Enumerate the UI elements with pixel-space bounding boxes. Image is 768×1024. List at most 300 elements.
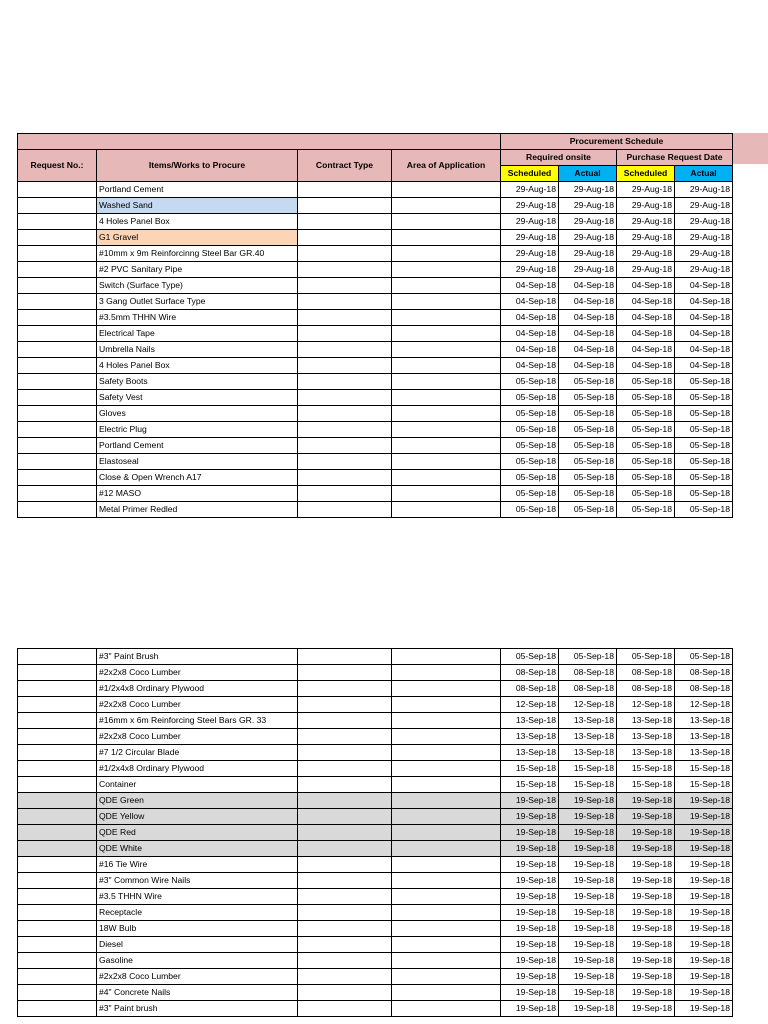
contract-type-cell	[298, 278, 392, 294]
onsite-scheduled-cell: 15-Sep-18	[501, 777, 559, 793]
onsite-scheduled-cell: 12-Sep-18	[501, 697, 559, 713]
onsite-actual-cell: 05-Sep-18	[559, 422, 617, 438]
area-cell	[392, 873, 501, 889]
onsite-scheduled-cell: 19-Sep-18	[501, 921, 559, 937]
item-cell: 3 Gang Outlet Surface Type	[97, 294, 298, 310]
purchase-scheduled-cell: 29-Aug-18	[617, 214, 675, 230]
table-row	[18, 198, 733, 214]
table-row	[18, 713, 733, 729]
procurement-table-2	[17, 648, 733, 1017]
item-cell: #3.5mm THHN Wire	[97, 310, 298, 326]
header-blank	[18, 134, 501, 150]
purchase-actual-cell: 19-Sep-18	[675, 873, 733, 889]
onsite-scheduled-cell: 05-Sep-18	[501, 502, 559, 518]
onsite-scheduled-cell: 19-Sep-18	[501, 857, 559, 873]
area-cell	[392, 969, 501, 985]
onsite-actual-cell: 04-Sep-18	[559, 278, 617, 294]
request-no-cell	[18, 390, 97, 406]
item-cell: #1/2x4x8 Ordinary Plywood	[97, 681, 298, 697]
contract-type-cell	[298, 649, 392, 665]
purchase-scheduled-cell: 05-Sep-18	[617, 502, 675, 518]
request-no-cell	[18, 326, 97, 342]
purchase-actual-cell: 05-Sep-18	[675, 649, 733, 665]
area-cell	[392, 649, 501, 665]
onsite-actual-cell: 04-Sep-18	[559, 326, 617, 342]
purchase-actual-cell: 04-Sep-18	[675, 310, 733, 326]
request-no-cell	[18, 342, 97, 358]
onsite-scheduled-cell: 05-Sep-18	[501, 390, 559, 406]
request-no-cell	[18, 857, 97, 873]
contract-type-cell	[298, 486, 392, 502]
area-cell	[392, 841, 501, 857]
item-cell: #16mm x 6m Reinforcing Steel Bars GR. 33	[97, 713, 298, 729]
onsite-scheduled-cell: 19-Sep-18	[501, 809, 559, 825]
onsite-actual-cell: 13-Sep-18	[559, 713, 617, 729]
procurement-table-1	[17, 133, 733, 518]
onsite-scheduled-cell: 19-Sep-18	[501, 841, 559, 857]
onsite-actual-cell: 19-Sep-18	[559, 841, 617, 857]
area-cell	[392, 713, 501, 729]
area-cell	[392, 454, 501, 470]
onsite-scheduled-cell: 19-Sep-18	[501, 905, 559, 921]
purchase-actual-cell: 13-Sep-18	[675, 745, 733, 761]
item-cell: Gasoline	[97, 953, 298, 969]
table-row	[18, 857, 733, 873]
area-cell	[392, 294, 501, 310]
item-cell: 4 Holes Panel Box	[97, 358, 298, 374]
onsite-actual-cell: 05-Sep-18	[559, 374, 617, 390]
onsite-scheduled-header: Scheduled	[501, 166, 559, 182]
area-cell	[392, 745, 501, 761]
onsite-scheduled-cell: 04-Sep-18	[501, 310, 559, 326]
table-row	[18, 438, 733, 454]
purchase-scheduled-cell: 13-Sep-18	[617, 745, 675, 761]
purchase-actual-cell: 08-Sep-18	[675, 665, 733, 681]
purchase-actual-header: Actual	[675, 166, 733, 182]
onsite-scheduled-cell: 19-Sep-18	[501, 873, 559, 889]
item-cell: Safety Vest	[97, 390, 298, 406]
purchase-scheduled-cell: 13-Sep-18	[617, 729, 675, 745]
item-cell: #3" Paint brush	[97, 1001, 298, 1017]
header-row-2	[18, 150, 733, 166]
purchase-actual-cell: 13-Sep-18	[675, 729, 733, 745]
table-row	[18, 729, 733, 745]
area-cell	[392, 905, 501, 921]
contract-type-cell	[298, 230, 392, 246]
onsite-actual-cell: 19-Sep-18	[559, 889, 617, 905]
area-cell	[392, 230, 501, 246]
item-cell: #10mm x 9m Reinforcinng Steel Bar GR.40	[97, 246, 298, 262]
onsite-actual-cell: 04-Sep-18	[559, 358, 617, 374]
onsite-actual-cell: 05-Sep-18	[559, 470, 617, 486]
purchase-scheduled-cell: 19-Sep-18	[617, 937, 675, 953]
onsite-scheduled-cell: 29-Aug-18	[501, 246, 559, 262]
request-no-cell	[18, 230, 97, 246]
onsite-actual-cell: 15-Sep-18	[559, 777, 617, 793]
table-row	[18, 422, 733, 438]
contract-type-cell	[298, 729, 392, 745]
purchase-scheduled-cell: 04-Sep-18	[617, 342, 675, 358]
request-no-header: Request No.:	[18, 150, 97, 182]
purchase-actual-cell: 05-Sep-18	[675, 454, 733, 470]
onsite-actual-cell: 19-Sep-18	[559, 809, 617, 825]
item-cell: #2 PVC Sanitary Pipe	[97, 262, 298, 278]
purchase-scheduled-cell: 13-Sep-18	[617, 713, 675, 729]
onsite-actual-cell: 19-Sep-18	[559, 825, 617, 841]
purchase-actual-cell: 19-Sep-18	[675, 809, 733, 825]
purchase-scheduled-cell: 19-Sep-18	[617, 857, 675, 873]
area-cell	[392, 342, 501, 358]
area-cell	[392, 697, 501, 713]
contract-type-cell	[298, 745, 392, 761]
onsite-scheduled-cell: 13-Sep-18	[501, 745, 559, 761]
purchase-scheduled-cell: 05-Sep-18	[617, 486, 675, 502]
onsite-actual-cell: 04-Sep-18	[559, 342, 617, 358]
onsite-scheduled-cell: 05-Sep-18	[501, 406, 559, 422]
table-row	[18, 342, 733, 358]
purchase-actual-cell: 19-Sep-18	[675, 969, 733, 985]
request-no-cell	[18, 454, 97, 470]
purchase-scheduled-cell: 19-Sep-18	[617, 793, 675, 809]
purchase-scheduled-cell: 19-Sep-18	[617, 969, 675, 985]
item-cell: #3" Common Wire Nails	[97, 873, 298, 889]
onsite-scheduled-cell: 15-Sep-18	[501, 761, 559, 777]
purchase-request-date-header: Purchase Request Date	[617, 150, 733, 166]
request-no-cell	[18, 809, 97, 825]
table-row	[18, 406, 733, 422]
contract-type-cell	[298, 1001, 392, 1017]
onsite-actual-cell: 12-Sep-18	[559, 697, 617, 713]
purchase-actual-cell: 19-Sep-18	[675, 905, 733, 921]
table-row	[18, 809, 733, 825]
purchase-scheduled-cell: 04-Sep-18	[617, 326, 675, 342]
table-row	[18, 230, 733, 246]
onsite-actual-cell: 05-Sep-18	[559, 438, 617, 454]
purchase-scheduled-cell: 19-Sep-18	[617, 841, 675, 857]
request-no-cell	[18, 246, 97, 262]
area-cell	[392, 182, 501, 198]
contract-type-cell	[298, 294, 392, 310]
item-cell: Receptacle	[97, 905, 298, 921]
request-no-cell	[18, 486, 97, 502]
purchase-actual-cell: 19-Sep-18	[675, 841, 733, 857]
item-cell: Gloves	[97, 406, 298, 422]
purchase-actual-cell: 05-Sep-18	[675, 390, 733, 406]
request-no-cell	[18, 649, 97, 665]
table-row	[18, 502, 733, 518]
page-cut-edge	[0, 1017, 768, 1024]
contract-type-cell	[298, 502, 392, 518]
area-cell	[392, 729, 501, 745]
item-cell: #16 Tie Wire	[97, 857, 298, 873]
purchase-scheduled-cell: 19-Sep-18	[617, 921, 675, 937]
purchase-actual-cell: 04-Sep-18	[675, 326, 733, 342]
contract-type-cell	[298, 905, 392, 921]
purchase-scheduled-cell: 05-Sep-18	[617, 422, 675, 438]
purchase-actual-cell: 05-Sep-18	[675, 422, 733, 438]
purchase-scheduled-cell: 04-Sep-18	[617, 294, 675, 310]
request-no-cell	[18, 969, 97, 985]
table-row	[18, 246, 733, 262]
purchase-scheduled-cell: 29-Aug-18	[617, 230, 675, 246]
table-1-body	[18, 182, 733, 518]
items-header: Items/Works to Procure	[97, 150, 298, 182]
request-no-cell	[18, 937, 97, 953]
area-cell	[392, 214, 501, 230]
onsite-scheduled-cell: 19-Sep-18	[501, 969, 559, 985]
area-cell	[392, 761, 501, 777]
purchase-scheduled-cell: 08-Sep-18	[617, 665, 675, 681]
onsite-scheduled-cell: 05-Sep-18	[501, 422, 559, 438]
contract-type-cell	[298, 777, 392, 793]
area-cell	[392, 1001, 501, 1017]
purchase-scheduled-cell: 29-Aug-18	[617, 246, 675, 262]
onsite-actual-cell: 19-Sep-18	[559, 985, 617, 1001]
area-cell	[392, 953, 501, 969]
table-row	[18, 470, 733, 486]
onsite-scheduled-cell: 29-Aug-18	[501, 214, 559, 230]
contract-type-cell	[298, 374, 392, 390]
contract-type-cell	[298, 921, 392, 937]
table-row	[18, 969, 733, 985]
item-cell: QDE Red	[97, 825, 298, 841]
onsite-scheduled-cell: 13-Sep-18	[501, 729, 559, 745]
request-no-cell	[18, 358, 97, 374]
purchase-scheduled-cell: 05-Sep-18	[617, 390, 675, 406]
request-no-cell	[18, 681, 97, 697]
onsite-scheduled-cell: 29-Aug-18	[501, 262, 559, 278]
area-cell	[392, 358, 501, 374]
area-cell	[392, 665, 501, 681]
item-cell: #2x2x8 Coco Lumber	[97, 969, 298, 985]
table-row	[18, 326, 733, 342]
purchase-actual-cell: 05-Sep-18	[675, 502, 733, 518]
onsite-actual-cell: 29-Aug-18	[559, 198, 617, 214]
purchase-actual-cell: 29-Aug-18	[675, 198, 733, 214]
request-no-cell	[18, 905, 97, 921]
table-row	[18, 953, 733, 969]
contract-type-cell	[298, 198, 392, 214]
contract-type-cell	[298, 841, 392, 857]
item-cell: #2x2x8 Coco Lumber	[97, 665, 298, 681]
area-cell	[392, 985, 501, 1001]
purchase-scheduled-cell: 29-Aug-18	[617, 182, 675, 198]
purchase-scheduled-cell: 19-Sep-18	[617, 873, 675, 889]
item-cell: Container	[97, 777, 298, 793]
purchase-scheduled-cell: 19-Sep-18	[617, 889, 675, 905]
area-cell	[392, 937, 501, 953]
purchase-scheduled-cell: 19-Sep-18	[617, 809, 675, 825]
purchase-actual-cell: 19-Sep-18	[675, 937, 733, 953]
purchase-scheduled-cell: 19-Sep-18	[617, 953, 675, 969]
item-cell: Switch (Surface Type)	[97, 278, 298, 294]
contract-type-cell	[298, 470, 392, 486]
request-no-cell	[18, 502, 97, 518]
table-row	[18, 777, 733, 793]
table-row	[18, 873, 733, 889]
onsite-scheduled-cell: 19-Sep-18	[501, 985, 559, 1001]
request-no-cell	[18, 182, 97, 198]
purchase-actual-cell: 19-Sep-18	[675, 985, 733, 1001]
purchase-actual-cell: 19-Sep-18	[675, 889, 733, 905]
purchase-actual-cell: 05-Sep-18	[675, 438, 733, 454]
onsite-actual-cell: 19-Sep-18	[559, 905, 617, 921]
onsite-actual-cell: 19-Sep-18	[559, 937, 617, 953]
request-no-cell	[18, 713, 97, 729]
table-row	[18, 665, 733, 681]
purchase-scheduled-cell: 15-Sep-18	[617, 777, 675, 793]
table-row	[18, 214, 733, 230]
contract-type-cell	[298, 873, 392, 889]
onsite-actual-cell: 13-Sep-18	[559, 729, 617, 745]
purchase-actual-cell: 05-Sep-18	[675, 374, 733, 390]
purchase-actual-cell: 19-Sep-18	[675, 793, 733, 809]
contract-type-cell	[298, 246, 392, 262]
purchase-actual-cell: 12-Sep-18	[675, 697, 733, 713]
request-no-cell	[18, 665, 97, 681]
purchase-actual-cell: 15-Sep-18	[675, 761, 733, 777]
onsite-actual-cell: 05-Sep-18	[559, 486, 617, 502]
onsite-scheduled-cell: 19-Sep-18	[501, 953, 559, 969]
purchase-actual-cell: 29-Aug-18	[675, 230, 733, 246]
request-no-cell	[18, 729, 97, 745]
request-no-cell	[18, 470, 97, 486]
onsite-actual-cell: 19-Sep-18	[559, 1001, 617, 1017]
area-cell	[392, 390, 501, 406]
table-row	[18, 697, 733, 713]
item-cell: Diesel	[97, 937, 298, 953]
item-cell: Metal Primer Redled	[97, 502, 298, 518]
contract-type-cell	[298, 889, 392, 905]
contract-type-cell	[298, 310, 392, 326]
item-cell: #12 MASO	[97, 486, 298, 502]
contract-type-cell	[298, 438, 392, 454]
request-no-cell	[18, 985, 97, 1001]
contract-type-cell	[298, 358, 392, 374]
area-cell	[392, 825, 501, 841]
item-cell: Electric Plug	[97, 422, 298, 438]
request-no-cell	[18, 294, 97, 310]
onsite-scheduled-cell: 19-Sep-18	[501, 937, 559, 953]
item-cell: Portland Cement	[97, 438, 298, 454]
onsite-actual-cell: 29-Aug-18	[559, 182, 617, 198]
header-extension	[732, 133, 768, 164]
onsite-actual-cell: 13-Sep-18	[559, 745, 617, 761]
area-cell	[392, 438, 501, 454]
item-cell: G1 Gravel	[97, 230, 298, 246]
contract-type-cell	[298, 937, 392, 953]
request-no-cell	[18, 793, 97, 809]
table-row	[18, 825, 733, 841]
area-cell	[392, 278, 501, 294]
area-cell	[392, 921, 501, 937]
area-cell	[392, 777, 501, 793]
contract-type-cell	[298, 697, 392, 713]
area-cell	[392, 246, 501, 262]
purchase-scheduled-cell: 05-Sep-18	[617, 374, 675, 390]
onsite-scheduled-cell: 04-Sep-18	[501, 294, 559, 310]
contract-type-cell	[298, 454, 392, 470]
purchase-actual-cell: 19-Sep-18	[675, 921, 733, 937]
area-cell	[392, 262, 501, 278]
purchase-scheduled-cell: 29-Aug-18	[617, 198, 675, 214]
area-cell	[392, 793, 501, 809]
onsite-scheduled-cell: 05-Sep-18	[501, 486, 559, 502]
contract-type-cell	[298, 182, 392, 198]
table-2-body	[18, 649, 733, 1017]
request-no-cell	[18, 406, 97, 422]
item-cell: 18W Bulb	[97, 921, 298, 937]
contract-type-cell	[298, 342, 392, 358]
item-cell: 4 Holes Panel Box	[97, 214, 298, 230]
onsite-actual-cell: 19-Sep-18	[559, 793, 617, 809]
onsite-actual-cell: 19-Sep-18	[559, 857, 617, 873]
onsite-actual-cell: 19-Sep-18	[559, 873, 617, 889]
onsite-scheduled-cell: 05-Sep-18	[501, 649, 559, 665]
onsite-scheduled-cell: 19-Sep-18	[501, 889, 559, 905]
onsite-actual-cell: 19-Sep-18	[559, 921, 617, 937]
purchase-actual-cell: 15-Sep-18	[675, 777, 733, 793]
purchase-actual-cell: 05-Sep-18	[675, 406, 733, 422]
onsite-actual-cell: 29-Aug-18	[559, 230, 617, 246]
area-cell	[392, 422, 501, 438]
request-no-cell	[18, 262, 97, 278]
purchase-scheduled-cell: 19-Sep-18	[617, 905, 675, 921]
purchase-scheduled-cell: 05-Sep-18	[617, 649, 675, 665]
item-cell: #3" Paint Brush	[97, 649, 298, 665]
request-no-cell	[18, 873, 97, 889]
request-no-cell	[18, 198, 97, 214]
purchase-actual-cell: 19-Sep-18	[675, 953, 733, 969]
onsite-actual-cell: 29-Aug-18	[559, 214, 617, 230]
item-cell: #2x2x8 Coco Lumber	[97, 729, 298, 745]
contract-type-cell	[298, 262, 392, 278]
item-cell: Elastoseal	[97, 454, 298, 470]
request-no-cell	[18, 214, 97, 230]
item-cell: Electrical Tape	[97, 326, 298, 342]
purchase-scheduled-header: Scheduled	[617, 166, 675, 182]
onsite-scheduled-cell: 04-Sep-18	[501, 326, 559, 342]
purchase-actual-cell: 19-Sep-18	[675, 857, 733, 873]
table-row	[18, 262, 733, 278]
onsite-scheduled-cell: 19-Sep-18	[501, 1001, 559, 1017]
request-no-cell	[18, 310, 97, 326]
table-row	[18, 841, 733, 857]
area-cell	[392, 809, 501, 825]
request-no-cell	[18, 841, 97, 857]
table-row	[18, 793, 733, 809]
contract-type-cell	[298, 326, 392, 342]
purchase-actual-cell: 04-Sep-18	[675, 294, 733, 310]
table-row	[18, 761, 733, 777]
header-row-1	[18, 134, 733, 150]
request-no-cell	[18, 1001, 97, 1017]
onsite-actual-cell: 04-Sep-18	[559, 310, 617, 326]
onsite-scheduled-cell: 08-Sep-18	[501, 665, 559, 681]
purchase-actual-cell: 05-Sep-18	[675, 486, 733, 502]
onsite-scheduled-cell: 05-Sep-18	[501, 470, 559, 486]
contract-type-cell	[298, 681, 392, 697]
request-no-cell	[18, 697, 97, 713]
purchase-scheduled-cell: 12-Sep-18	[617, 697, 675, 713]
onsite-scheduled-cell: 05-Sep-18	[501, 438, 559, 454]
request-no-cell	[18, 889, 97, 905]
table-row	[18, 921, 733, 937]
purchase-actual-cell: 05-Sep-18	[675, 470, 733, 486]
area-cell	[392, 326, 501, 342]
table-row	[18, 985, 733, 1001]
area-cell	[392, 406, 501, 422]
